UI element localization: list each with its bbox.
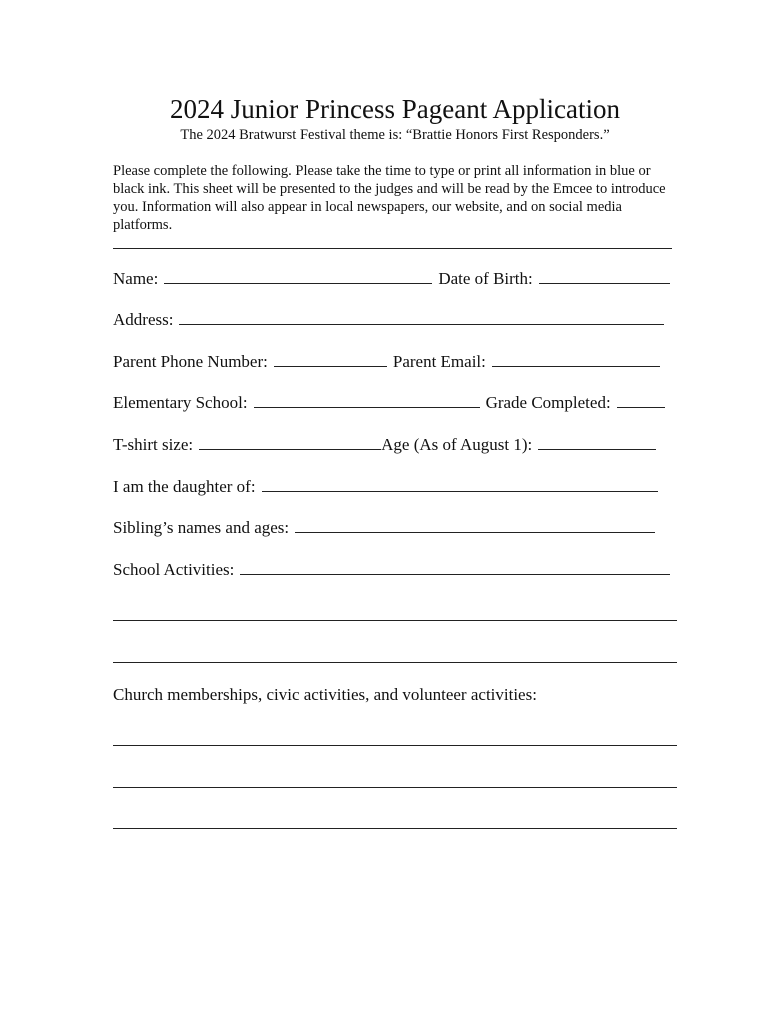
form-title: 2024 Junior Princess Pageant Application: [170, 94, 620, 124]
daughter-of-field[interactable]: [262, 490, 658, 492]
tshirt-size-label: T-shirt size:: [113, 435, 194, 454]
divider-line: [113, 248, 672, 249]
siblings-field[interactable]: [295, 531, 655, 533]
school-activities-line-2[interactable]: [113, 620, 677, 621]
address-label: Address:: [113, 310, 174, 329]
parent-email-label: Parent Email:: [392, 352, 486, 371]
dob-field[interactable]: [539, 282, 670, 284]
siblings-row: [113, 517, 679, 539]
age-label: Age (As of August 1):: [381, 435, 533, 454]
church-civic-row: [113, 684, 679, 706]
school-activities-field[interactable]: [240, 573, 670, 575]
parent-contact-row: [113, 351, 679, 373]
church-civic-line-3[interactable]: [113, 828, 677, 829]
name-field[interactable]: [164, 282, 432, 284]
address-row: [113, 309, 679, 331]
instructions-paragraph: Please complete the following. Please take the time to type or print all information in blue or black ink. This sheet will be presented to the judges and will be read by the Emcee to introduce you. Information will also appear in local newspapers, our website, and on social media platforms.: [113, 163, 666, 233]
tshirt-age-row: [113, 434, 679, 456]
parent-phone-label: Parent Phone Number:: [113, 352, 268, 371]
age-field[interactable]: [538, 448, 656, 450]
address-field[interactable]: [179, 323, 664, 325]
name-dob-row: [113, 268, 679, 290]
parent-email-field[interactable]: [492, 365, 660, 367]
church-civic-label: Church memberships, civic activities, and volunteer activities:: [113, 685, 537, 704]
daughter-of-row: [113, 476, 679, 498]
church-civic-line-2[interactable]: [113, 787, 677, 788]
school-grade-row: [113, 392, 679, 414]
grade-completed-label: Grade Completed:: [485, 393, 611, 412]
school-activities-line-3[interactable]: [113, 662, 677, 663]
dob-label: Date of Birth:: [438, 269, 533, 288]
school-activities-label: School Activities:: [113, 560, 235, 579]
tshirt-size-field[interactable]: [199, 448, 381, 450]
siblings-label: Sibling’s names and ages:: [113, 518, 290, 537]
school-activities-row: [113, 559, 679, 581]
grade-completed-field[interactable]: [617, 406, 665, 408]
daughter-of-label: I am the daughter of:: [113, 477, 256, 496]
church-civic-line-1[interactable]: [113, 745, 677, 746]
elementary-school-label: Elementary School:: [113, 393, 248, 412]
festival-theme: The 2024 Bratwurst Festival theme is: “Brattie Honors First Responders.”: [180, 127, 610, 143]
name-label: Name:: [113, 269, 159, 288]
parent-phone-field[interactable]: [274, 365, 387, 367]
elementary-school-field[interactable]: [254, 406, 480, 408]
